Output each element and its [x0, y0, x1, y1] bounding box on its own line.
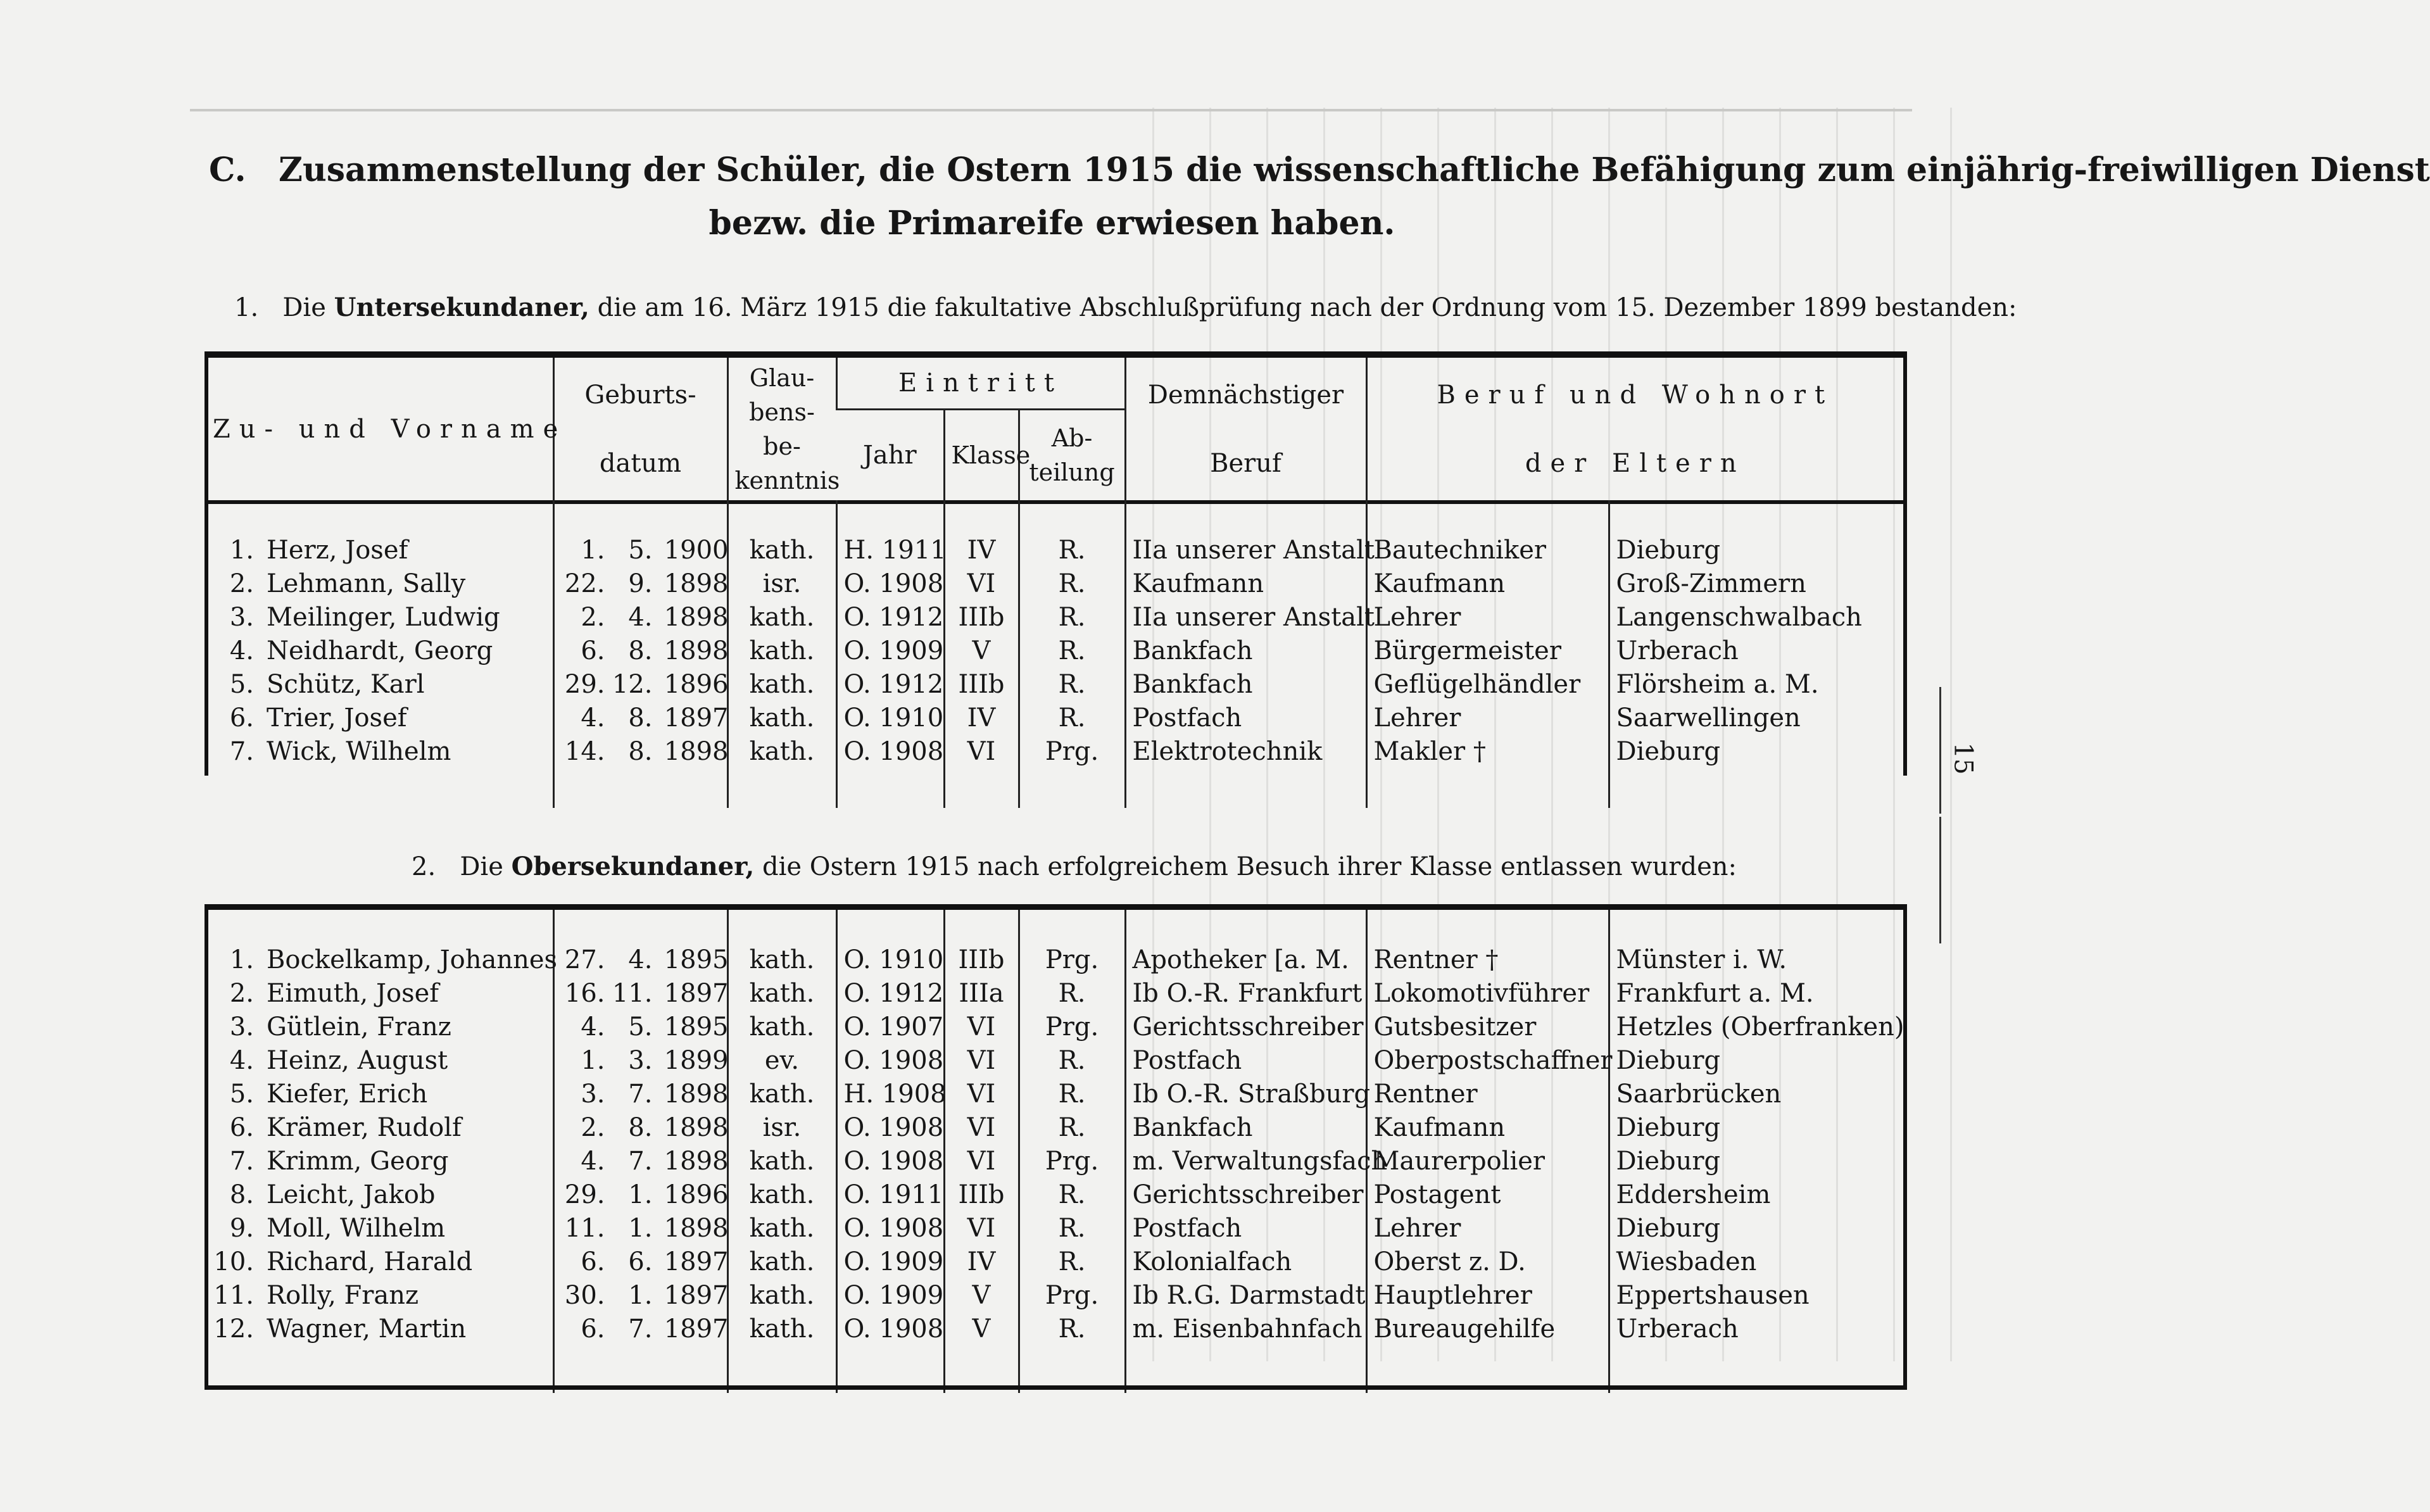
birth-day: 2. [581, 1113, 605, 1142]
entry-class-cell: IV [944, 534, 1019, 567]
faith-cell: kath. [727, 668, 836, 702]
student-name: Bockelkamp, Johannes [267, 945, 558, 974]
career-cell: Postfach [1125, 1212, 1366, 1245]
birth-date-cell [553, 534, 727, 567]
parent-job-cell: Gutsbesitzer [1366, 1011, 1609, 1044]
student-name-cell [206, 634, 553, 668]
birth-day: 6. [581, 636, 605, 665]
birth-day: 6. [581, 1314, 605, 1344]
birth-year: 1898 [664, 1080, 729, 1109]
student-name: Herz, Josef [267, 536, 408, 565]
birth-day: 4. [581, 1147, 605, 1176]
entry-class-cell: IIIb [944, 601, 1019, 634]
department-cell: R. [1019, 1111, 1125, 1145]
birth-month: 6. [628, 1247, 653, 1276]
parent-place-cell: Urberach [1609, 1313, 1903, 1346]
heading-line-1 [209, 151, 2430, 189]
faith-cell: kath. [727, 735, 836, 769]
col-year-header: Jahr [862, 441, 917, 470]
department-cell: R. [1019, 1313, 1125, 1346]
department-cell: R. [1019, 634, 1125, 668]
faith-cell: kath. [727, 1313, 836, 1346]
birth-month: 8. [628, 737, 653, 766]
department-cell: R. [1019, 1078, 1125, 1111]
row-number: 2. [229, 979, 254, 1008]
birth-month: 7. [628, 1147, 653, 1176]
parent-place-cell: Flörsheim a. M. [1609, 668, 1903, 702]
row-number: 10. [213, 1247, 254, 1276]
section-1-intro [234, 293, 2017, 322]
birth-year: 1898 [664, 1147, 729, 1176]
birth-month: 8. [628, 1113, 653, 1142]
birth-year: 1895 [664, 1012, 729, 1042]
parent-job-cell: Bureaugehilfe [1366, 1313, 1609, 1346]
entry-year-cell: O. 1910 [836, 702, 944, 735]
birth-month: 1. [628, 1214, 653, 1243]
birth-year: 1898 [664, 569, 729, 598]
col-career-header: Demnächstiger Beruf [1125, 358, 1366, 500]
page-number: 15 [1948, 742, 1978, 775]
parent-job-cell: Lehrer [1366, 702, 1609, 735]
section-2-prefix: Die [460, 852, 503, 881]
row-number: 12. [213, 1314, 254, 1344]
birth-day: 2. [581, 603, 605, 632]
col-dept-header: Ab- teilung [1019, 410, 1125, 501]
entry-class-cell: IV [944, 1245, 1019, 1279]
faith-cell: kath. [727, 1011, 836, 1044]
student-name: Wick, Wilhelm [267, 737, 451, 766]
birth-year: 1898 [664, 737, 729, 766]
heading-text-1: Zusammenstellung der Schüler, die Ostern 1915 die wissenschaftliche Befähigung zum einjährig-freiwilligen Dienst [279, 151, 2430, 189]
row-number: 4. [229, 636, 254, 665]
row-number: 1. [229, 536, 254, 565]
student-name-cell [206, 702, 553, 735]
entry-year-cell: O. 1909 [836, 1279, 944, 1313]
entry-year-cell: O. 1912 [836, 977, 944, 1011]
student-name-cell [206, 534, 553, 567]
section-1-number: 1. [234, 293, 259, 322]
parent-job-cell: Rentner [1366, 1078, 1609, 1111]
entry-year-cell: O. 1908 [836, 567, 944, 601]
table-1 [206, 358, 1903, 808]
department-cell: Prg. [1019, 1279, 1125, 1313]
table-row [206, 534, 1903, 567]
entry-year-cell: O. 1908 [836, 1313, 944, 1346]
department-cell: R. [1019, 702, 1125, 735]
student-name: Eimuth, Josef [267, 979, 439, 1008]
entry-class-cell: IIIb [944, 1178, 1019, 1212]
parent-job-cell: Oberst z. D. [1366, 1245, 1609, 1279]
row-number: 3. [229, 1012, 254, 1042]
parent-place-cell: Wiesbaden [1609, 1245, 1903, 1279]
faith-cell: kath. [727, 943, 836, 977]
row-number: 4. [229, 1046, 254, 1075]
table-1-fill [206, 769, 1903, 808]
table-1-spacer [206, 500, 1903, 534]
career-cell: Gerichtsschreiber [1125, 1011, 1366, 1044]
birth-month: 11. [612, 979, 653, 1008]
parent-place-cell: Eddersheim [1609, 1178, 1903, 1212]
row-number: 8. [229, 1180, 254, 1209]
entry-class-cell: VI [944, 1111, 1019, 1145]
parent-place-cell: Dieburg [1609, 1044, 1903, 1078]
entry-class-cell: VI [944, 1078, 1019, 1111]
student-name-cell [206, 567, 553, 601]
birth-month: 8. [628, 636, 653, 665]
student-name: Gütlein, Franz [267, 1012, 451, 1042]
parent-place-cell: Münster i. W. [1609, 943, 1903, 977]
table-row [206, 601, 1903, 634]
career-cell: Apotheker [a. M. [1125, 943, 1366, 977]
birth-month: 7. [628, 1080, 653, 1109]
parent-job-cell: Kaufmann [1366, 567, 1609, 601]
birth-month: 5. [628, 1012, 653, 1042]
birth-day: 1. [581, 536, 605, 565]
row-number: 5. [229, 670, 254, 699]
table-row [206, 735, 1903, 769]
birth-year: 1897 [664, 703, 729, 733]
career-cell: Kaufmann [1125, 567, 1366, 601]
department-cell: R. [1019, 567, 1125, 601]
birth-year: 1897 [664, 1281, 729, 1310]
table-1-top-rule [205, 351, 1907, 358]
birth-year: 1896 [664, 1180, 729, 1209]
entry-class-cell: VI [944, 1145, 1019, 1178]
entry-class-cell: V [944, 1279, 1019, 1313]
department-cell: R. [1019, 977, 1125, 1011]
entry-class-cell: VI [944, 1212, 1019, 1245]
faith-cell: kath. [727, 634, 836, 668]
entry-year-cell: O. 1909 [836, 634, 944, 668]
birth-month: 9. [628, 569, 653, 598]
parent-job-cell: Bürgermeister [1366, 634, 1609, 668]
parent-job-cell: Lehrer [1366, 1212, 1609, 1245]
department-cell: R. [1019, 1178, 1125, 1212]
parent-job-cell: Maurerpolier [1366, 1145, 1609, 1178]
birth-month: 4. [628, 603, 653, 632]
row-number: 3. [229, 603, 254, 632]
parent-place-cell: Saarwellingen [1609, 702, 1903, 735]
student-name: Neidhardt, Georg [267, 636, 493, 665]
birth-month: 7. [628, 1314, 653, 1344]
birth-year: 1895 [664, 945, 729, 974]
birth-day: 4. [581, 703, 605, 733]
birth-month: 1. [628, 1180, 653, 1209]
entry-year-cell: H. 1908 [836, 1078, 944, 1111]
birth-year: 1897 [664, 1247, 729, 1276]
parent-place-cell: Dieburg [1609, 735, 1903, 769]
career-cell: Bankfach [1125, 634, 1366, 668]
faith-cell: kath. [727, 1279, 836, 1313]
parent-place-cell: Dieburg [1609, 1145, 1903, 1178]
department-cell: R. [1019, 1245, 1125, 1279]
birth-year: 1899 [664, 1046, 729, 1075]
birth-day: 30. [564, 1281, 605, 1310]
birth-month: 1. [628, 1281, 653, 1310]
birth-year: 1897 [664, 979, 729, 1008]
career-cell: m. Eisenbahnfach [1125, 1313, 1366, 1346]
department-cell: R. [1019, 534, 1125, 567]
entry-year-cell: O. 1908 [836, 1145, 944, 1178]
parent-job-cell: Makler † [1366, 735, 1609, 769]
student-name-cell [206, 668, 553, 702]
col-birth-header: Geburts- datum [553, 358, 727, 500]
entry-year-cell: O. 1908 [836, 1212, 944, 1245]
career-cell: Bankfach [1125, 1111, 1366, 1145]
birth-day: 29. [564, 1180, 605, 1209]
career-cell: Postfach [1125, 1044, 1366, 1078]
section-2-intro [412, 852, 1737, 881]
student-name: Meilinger, Ludwig [267, 603, 500, 632]
birth-date-cell [553, 735, 727, 769]
faith-cell: kath. [727, 534, 836, 567]
career-cell: Postfach [1125, 702, 1366, 735]
student-name-cell [206, 735, 553, 769]
birth-day: 16. [564, 979, 605, 1008]
col-entry-header: Eintritt [836, 358, 1125, 410]
entry-class-cell: VI [944, 735, 1019, 769]
student-name: Richard, Harald [267, 1247, 473, 1276]
parent-place-cell: Langenschwalbach [1609, 601, 1903, 634]
department-cell: R. [1019, 668, 1125, 702]
career-cell: Ib O.-R. Straßburg [1125, 1078, 1366, 1111]
student-name: Trier, Josef [267, 703, 407, 733]
student-name: Schütz, Karl [267, 670, 425, 699]
page-number-rule-bottom [1939, 817, 1941, 943]
birth-month: 3. [628, 1046, 653, 1075]
table-row [206, 668, 1903, 702]
section-1-rest: die am 16. März 1915 die fakultative Abschlußprüfung nach der Ordnung vom 15. Dezember 1899 bestanden: [597, 293, 2017, 322]
birth-month: 8. [628, 703, 653, 733]
entry-class-cell: V [944, 1313, 1019, 1346]
birth-day: 29. [564, 670, 605, 699]
student-name-cell [206, 601, 553, 634]
birth-month: 5. [628, 536, 653, 565]
heading-letter: C. [209, 151, 246, 189]
student-name: Wagner, Martin [267, 1314, 467, 1344]
row-number: 11. [213, 1281, 254, 1310]
entry-class-cell: IIIb [944, 943, 1019, 977]
parent-job-cell: Lokomotivführer [1366, 977, 1609, 1011]
student-name: Lehmann, Sally [267, 569, 466, 598]
col-name-header: Zu- und Vorname [213, 414, 567, 444]
col-faith-header: Glau- bens- be- kenntnis [727, 358, 836, 500]
row-number: 7. [229, 1147, 254, 1176]
parent-job-cell: Oberpostschaffner [1366, 1044, 1609, 1078]
table-row [206, 702, 1903, 735]
entry-year-cell: O. 1912 [836, 601, 944, 634]
parent-place-cell: Eppertshausen [1609, 1279, 1903, 1313]
faith-cell: kath. [727, 1245, 836, 1279]
entry-year-cell: O. 1907 [836, 1011, 944, 1044]
parent-job-cell: Geflügelhändler [1366, 668, 1609, 702]
table-1-header-row [206, 358, 1903, 410]
career-cell: Ib R.G. Darmstadt [1125, 1279, 1366, 1313]
parent-place-cell: Saarbrücken [1609, 1078, 1903, 1111]
birth-year: 1897 [664, 1314, 729, 1344]
entry-class-cell: IV [944, 702, 1019, 735]
row-number: 7. [229, 737, 254, 766]
row-number: 6. [229, 703, 254, 733]
birth-day: 3. [581, 1080, 605, 1109]
faith-cell: ev. [727, 1044, 836, 1078]
section-2-rest: die Ostern 1915 nach erfolgreichem Besuch ihrer Klasse entlassen wurden: [762, 852, 1737, 881]
birth-date-cell [553, 567, 727, 601]
parent-job-cell: Hauptlehrer [1366, 1279, 1609, 1313]
department-cell: R. [1019, 1212, 1125, 1245]
row-number: 9. [229, 1214, 254, 1243]
entry-year-cell: O. 1909 [836, 1245, 944, 1279]
career-cell: m. Verwaltungsfach [1125, 1145, 1366, 1178]
entry-year-cell: O. 1910 [836, 943, 944, 977]
career-cell: IIa unserer Anstalt [1125, 601, 1366, 634]
parent-job-cell: Lehrer [1366, 601, 1609, 634]
section-1-bold: Untersekundaner, [334, 293, 589, 322]
section-1-prefix: Die [282, 293, 326, 322]
department-cell: Prg. [1019, 735, 1125, 769]
entry-class-cell: VI [944, 567, 1019, 601]
faith-cell: kath. [727, 1145, 836, 1178]
top-rule [190, 109, 1912, 111]
entry-class-cell: VI [944, 1011, 1019, 1044]
department-cell: Prg. [1019, 1145, 1125, 1178]
parent-job-cell: Postagent [1366, 1178, 1609, 1212]
career-cell: Kolonialfach [1125, 1245, 1366, 1279]
parent-place-cell: Frankfurt a. M. [1609, 977, 1903, 1011]
birth-year: 1900 [664, 536, 729, 565]
row-number: 6. [229, 1113, 254, 1142]
birth-month: 12. [612, 670, 653, 699]
row-number: 2. [229, 569, 254, 598]
faith-cell: kath. [727, 1212, 836, 1245]
career-cell: Gerichtsschreiber [1125, 1178, 1366, 1212]
entry-class-cell: IIIb [944, 668, 1019, 702]
parent-place-cell: Urberach [1609, 634, 1903, 668]
table-1-body [206, 534, 1903, 769]
birth-day: 27. [564, 945, 605, 974]
birth-date-cell [553, 601, 727, 634]
parent-place-cell: Groß-Zimmern [1609, 567, 1903, 601]
student-name: Krimm, Georg [267, 1147, 449, 1176]
parent-job-cell: Bautechniker [1366, 534, 1609, 567]
birth-day: 6. [581, 1247, 605, 1276]
parent-place-cell: Hetzles (Oberfranken) [1609, 1011, 1903, 1044]
birth-year: 1898 [664, 1113, 729, 1142]
birth-date-cell [553, 668, 727, 702]
birth-year: 1898 [664, 603, 729, 632]
entry-year-cell: O. 1912 [836, 668, 944, 702]
career-cell: Elektrotechnik [1125, 735, 1366, 769]
row-number: 1. [229, 945, 254, 974]
birth-day: 14. [564, 737, 605, 766]
birth-year: 1898 [664, 1214, 729, 1243]
parent-place-cell: Dieburg [1609, 1212, 1903, 1245]
entry-year-cell: O. 1908 [836, 1111, 944, 1145]
parent-job-cell: Kaufmann [1366, 1111, 1609, 1145]
col-class-header: Klasse [944, 410, 1019, 501]
parent-job-cell: Rentner † [1366, 943, 1609, 977]
birth-year: 1898 [664, 636, 729, 665]
department-cell: R. [1019, 601, 1125, 634]
student-name: Leicht, Jakob [267, 1180, 436, 1209]
entry-year-cell: O. 1911 [836, 1178, 944, 1212]
student-name: Krämer, Rudolf [267, 1113, 462, 1142]
career-cell: IIa unserer Anstalt [1125, 534, 1366, 567]
faith-cell: isr. [727, 567, 836, 601]
faith-cell: kath. [727, 1078, 836, 1111]
entry-year-cell: O. 1908 [836, 1044, 944, 1078]
table-2-frame [205, 904, 1907, 1390]
col-parents-header: Beruf und Wohnort der Eltern [1366, 358, 1903, 500]
table-row [206, 634, 1903, 668]
career-cell: Bankfach [1125, 668, 1366, 702]
entry-year-cell: O. 1908 [836, 735, 944, 769]
faith-cell: isr. [727, 1111, 836, 1145]
faith-cell: kath. [727, 601, 836, 634]
birth-year: 1896 [664, 670, 729, 699]
department-cell: R. [1019, 1044, 1125, 1078]
birth-day: 11. [564, 1214, 605, 1243]
birth-month: 4. [628, 945, 653, 974]
department-cell: Prg. [1019, 1011, 1125, 1044]
faith-cell: kath. [727, 1178, 836, 1212]
career-cell: Ib O.-R. Frankfurt [1125, 977, 1366, 1011]
heading-line-2: bezw. die Primareife erwiesen haben. [708, 204, 1395, 243]
section-2-bold: Obersekundaner, [511, 852, 755, 881]
row-number: 5. [229, 1080, 254, 1109]
entry-class-cell: VI [944, 1044, 1019, 1078]
student-name: Heinz, August [267, 1046, 448, 1075]
birth-date-cell [553, 702, 727, 735]
birth-day: 22. [564, 569, 605, 598]
entry-class-cell: V [944, 634, 1019, 668]
faith-cell: kath. [727, 702, 836, 735]
student-name: Rolly, Franz [267, 1281, 419, 1310]
table-row [206, 567, 1903, 601]
section-2-number: 2. [412, 852, 436, 881]
entry-year-cell: H. 1911 [836, 534, 944, 567]
birth-day: 1. [581, 1046, 605, 1075]
entry-class-cell: IIIa [944, 977, 1019, 1011]
page-number-rule-top [1939, 687, 1941, 814]
faith-cell: kath. [727, 977, 836, 1011]
birth-day: 4. [581, 1012, 605, 1042]
student-name: Moll, Wilhelm [267, 1214, 446, 1243]
student-name: Kiefer, Erich [267, 1080, 428, 1109]
birth-date-cell [553, 634, 727, 668]
department-cell: Prg. [1019, 943, 1125, 977]
parent-place-cell: Dieburg [1609, 534, 1903, 567]
parent-place-cell: Dieburg [1609, 1111, 1903, 1145]
